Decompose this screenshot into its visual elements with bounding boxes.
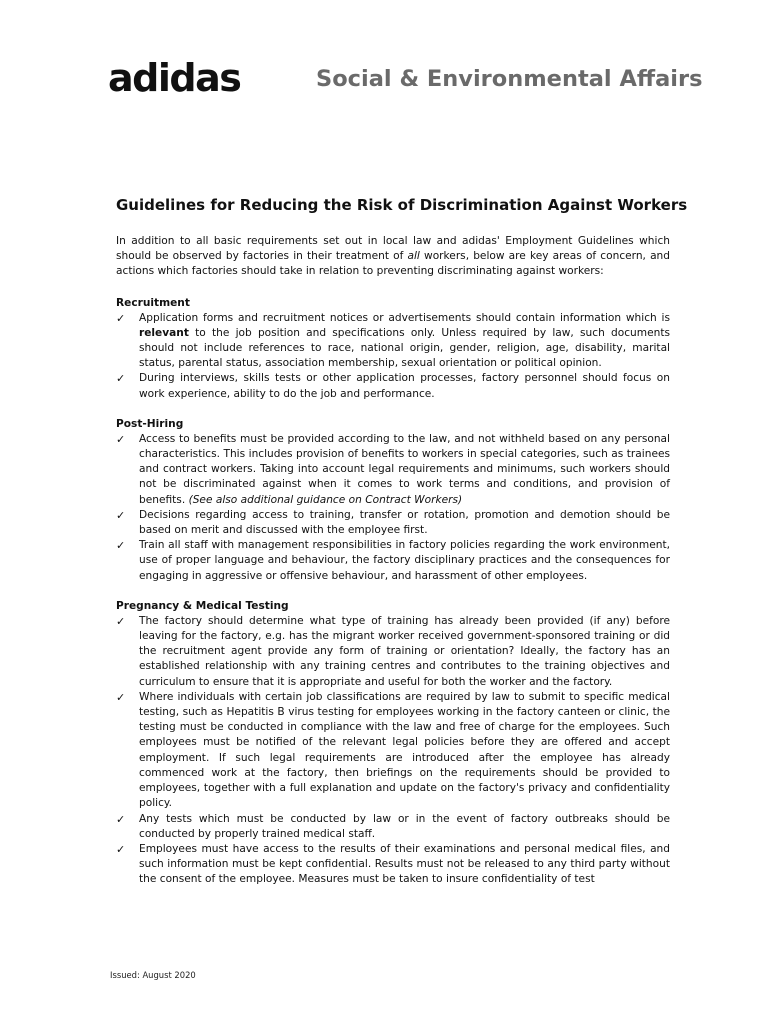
issued-date: Issued: August 2020 <box>110 970 196 980</box>
item-text: Where individuals with certain job classifications are required by law to submit to specific medical testing, such as Hepatitis B virus testing for employees working in the factory canteen or clinic, the testing must be conducted in compliance with the law and free of charge for the employees. Such employees must be notified of the relevant legal policies before they are offered and accept employment. If such legal requirements are introduced after the employee has already commenced work at the factory, then briefings on the requirements should be provided to employees, together with a full explanation and update on the factory's privacy and confidentiality policy. <box>139 690 670 810</box>
item-text: Train all staff with management responsibilities in factory policies regarding the work environment, use of proper language and behaviour, the factory disciplinary practices and the consequences for engaging in aggressive or offensive behaviour, and harassment of other employees. <box>139 539 670 582</box>
list-item <box>116 311 670 372</box>
department-title: Social & Environmental Affairs <box>316 66 703 92</box>
list-item <box>116 812 670 842</box>
check-mark-icon: ✓ <box>116 614 126 628</box>
intro-paragraph <box>116 234 670 280</box>
section-heading-post-hiring: Post-Hiring <box>116 417 184 430</box>
list-item <box>116 371 670 401</box>
list-item <box>116 614 670 690</box>
item-text: Access to benefits must be provided according to the law, and not withheld based on any personal characteristics. This includes provision of benefits to workers in special categories, such as trainees and contract workers. Taking into account legal requirements and minimums, such workers should not be discriminated against when it comes to work terms and conditions, and provision of benefits. <box>139 432 670 506</box>
list-item <box>116 508 670 538</box>
pregnancy-list <box>116 614 670 888</box>
item-text: to the job position and specifications only. Unless required by law, such documents should not include references to race, national origin, gender, religion, age, disability, marital status, parental status, association membership, sexual orientation or political opinion. <box>139 326 670 370</box>
recruitment-list <box>116 311 670 402</box>
check-mark-icon: ✓ <box>116 842 126 856</box>
adidas-logo: adidas <box>108 56 241 100</box>
check-mark-icon: ✓ <box>116 690 126 704</box>
check-mark-icon: ✓ <box>116 372 126 386</box>
check-mark-icon: ✓ <box>116 311 126 325</box>
item-bold-text: relevant <box>139 326 189 339</box>
list-item <box>116 842 670 888</box>
item-text: Decisions regarding access to training, transfer or rotation, promotion and demotion should be based on merit and discussed with the employee first. <box>139 508 670 537</box>
intro-text-start: In addition to all basic requirements set out in local law and adidas' Employment Guidelines which should be observed by factories in their treatment of <box>116 235 670 263</box>
list-item <box>116 432 670 508</box>
item-text: The factory should determine what type of training has already been provided (if any) before leaving for the factory, e.g. has the migrant worker received government-sponsored training or did the recruitment agent provide any form of training or orientation? Ideally, the factory has an established relationship with any training centres and contributes to the training objectives and curriculum to ensure that it is appropriate and useful for both the worker and the factory. <box>139 614 670 688</box>
check-mark-icon: ✓ <box>116 812 126 826</box>
list-item <box>116 690 670 812</box>
item-italic-text: (See also additional guidance on Contract Workers) <box>188 493 463 506</box>
check-mark-icon: ✓ <box>116 508 126 522</box>
section-heading-pregnancy-medical-testing: Pregnancy & Medical Testing <box>116 599 289 612</box>
list-item <box>116 538 670 584</box>
document-body <box>116 194 688 903</box>
post-hiring-list <box>116 432 670 584</box>
item-text: Application forms and recruitment notices or advertisements should contain information which is <box>139 311 670 324</box>
item-text: Any tests which must be conducted by law or in the event of factory outbreaks should be conducted by properly trained medical staff. <box>139 812 670 840</box>
section-heading-recruitment: Recruitment <box>116 296 190 309</box>
item-text: During interviews, skills tests or other application processes, factory personnel should focus on work experience, ability to do the job and performance. <box>139 372 670 400</box>
intro-italic-all: all <box>407 250 420 263</box>
page-title: Guidelines for Reducing the Risk of Discrimination Against Workers <box>116 196 688 214</box>
item-text: Employees must have access to the results of their examinations and personal medical files, and such information must be kept confidential. Results must not be released to any third party without the consent of the employee. Measures must be taken to insure confidentiality of test <box>139 842 670 886</box>
check-mark-icon: ✓ <box>116 539 126 553</box>
check-mark-icon: ✓ <box>116 432 126 446</box>
intro-text-end: workers, below are key areas of concern, and actions which factories should take in relation to preventing discriminating against workers: <box>116 250 670 278</box>
